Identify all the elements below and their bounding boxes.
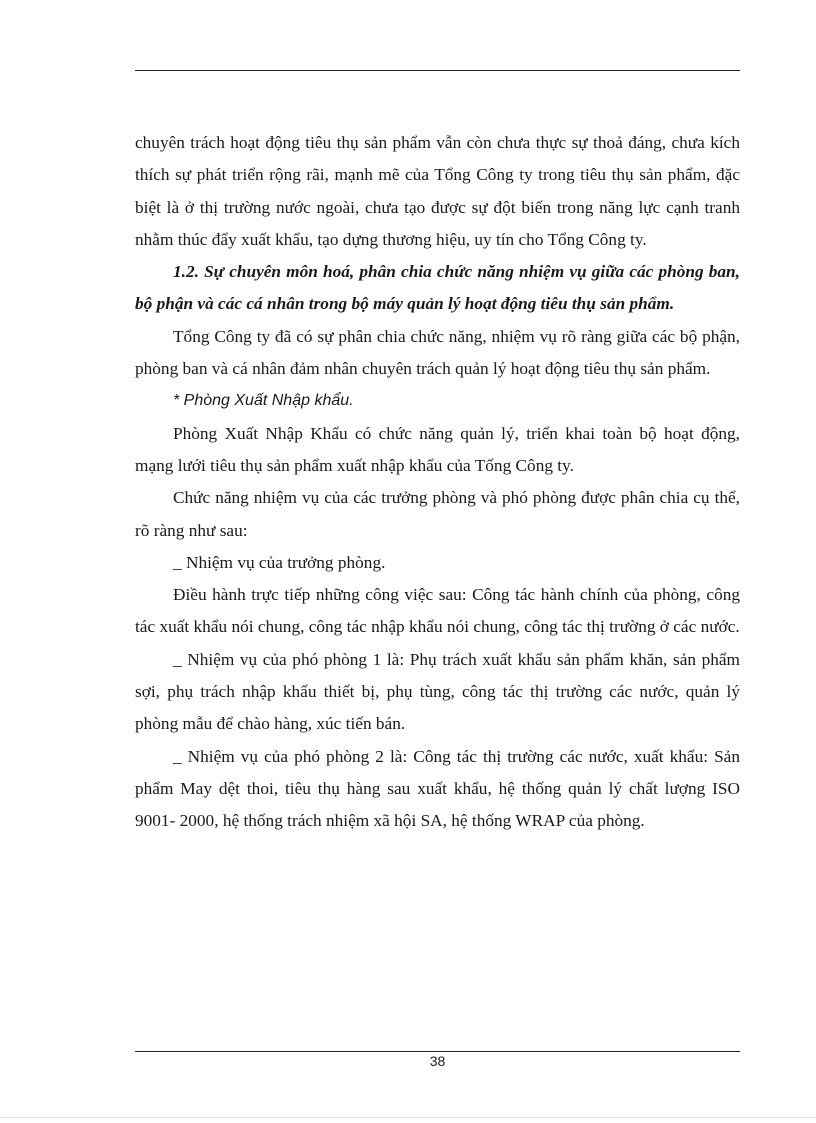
paragraph: Điều hành trực tiếp những công việc sau: Công tác hành chính của phòng, công tác xuất khẩu nói chung, công tác nhập khẩu nói chung, công tác thị trường ở các nước. (135, 585, 740, 637)
page-number: 38 (429, 1053, 446, 1069)
subsection-label: * Phòng Xuất Nhập khẩu. (173, 392, 354, 410)
paragraph: Chức năng nhiệm vụ của các trưởng phòng và phó phòng được phân chia cụ thể, rõ ràng như sau: (135, 488, 740, 540)
list-item: _ Nhiệm vụ của phó phòng 2 là: Công tác thị trường các nước, xuất khẩu: Sản phẩm May dệt thoi, tiêu thụ hàng sau xuất khẩu, hệ thống quản lý chất lượng ISO 9001- 2000, hệ thống trách nhiệm xã hội SA, hệ thống WRAP của phòng. (135, 746, 740, 831)
header-rule (135, 70, 740, 71)
footer-rule (135, 1051, 740, 1052)
paragraph-continuation: chuyên trách hoạt động tiêu thụ sản phẩm vẫn còn chưa thực sự thoả đáng, chưa kích thích sự phát triển rộng rãi, mạnh mẽ của Tổng Công ty trong tiêu thụ sản phẩm, đặc biệt là ở thị trường nước ngoài, chưa tạo được sự đột biến trong năng lực cạnh tranh nhằm thúc đẩy xuất khẩu, tạo dựng thương hiệu, uy tín cho Tổng Công ty. (135, 133, 740, 249)
page-body (135, 127, 740, 838)
section-heading: 1.2. Sự chuyên môn hoá, phân chia chức năng nhiệm vụ giữa các phòng ban, bộ phận và các cá nhân trong bộ máy quản lý hoạt động tiêu thụ sản phẩm. (135, 262, 740, 314)
page-edge-dotted-line (0, 1117, 816, 1118)
list-item: _ Nhiệm vụ của phó phòng 1 là: Phụ trách xuất khẩu sản phẩm khăn, sản phẩm sợi, phụ trách nhập khẩu thiết bị, phụ tùng, công tác thị trường các nước, quản lý phòng mẫu để chào hàng, xúc tiến bán. (135, 649, 740, 734)
paragraph: Phòng Xuất Nhập Khẩu có chức năng quản lý, triển khai toàn bộ hoạt động, mạng lưới tiêu thụ sản phẩm xuất nhập khẩu của Tổng Công ty. (135, 423, 740, 475)
list-item: _ Nhiệm vụ của trưởng phòng. (173, 552, 386, 572)
paragraph: Tổng Công ty đã có sự phân chia chức năng, nhiệm vụ rõ ràng giữa các bộ phận, phòng ban và cá nhân đảm nhân chuyên trách quản lý hoạt động tiêu thụ sản phẩm. (135, 326, 740, 379)
